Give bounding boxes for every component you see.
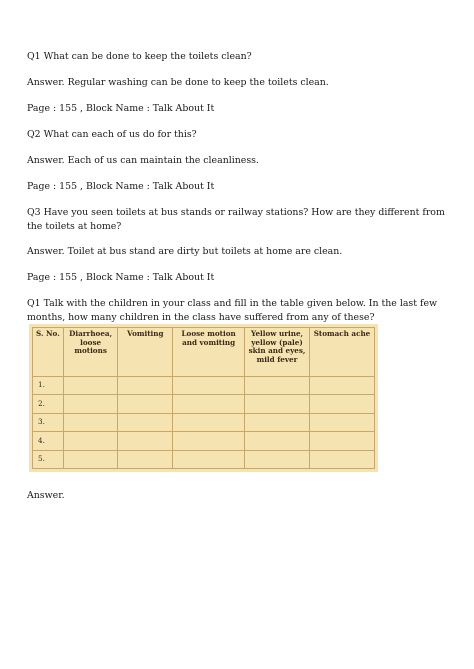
row-number: 5. [33,450,64,468]
table-row [33,413,375,431]
table-cell [118,450,173,468]
table-cell [118,432,173,450]
row-number: 2. [33,395,64,413]
header-vomiting: Vomiting [118,328,173,377]
table-cell [173,413,245,431]
table-cell [63,450,118,468]
table-cell [309,395,374,413]
table-row [33,432,375,450]
table-cell [173,395,245,413]
question-table: Q1 Talk with the children in your class and fill in the table given below. In the last few months, how many children in the class have suffered from any of these? [27,298,438,323]
answer-1: Answer. Regular washing can be done to keep the toilets clean. [27,77,329,88]
header-sno: S. No. [33,328,64,377]
table-cell [173,432,245,450]
table-cell [245,450,310,468]
answer-label: Answer. [27,490,65,501]
table-cell [118,413,173,431]
header-diarrhoea: Diarrhoea, loose motions [63,328,118,377]
table-cell [309,377,374,395]
header-yellow-urine: Yellow urine, yellow (pale) skin and eyes, mild fever [245,328,310,377]
row-number: 4. [33,432,64,450]
question-2: Q2 What can each of us do for this? [27,129,197,140]
table-cell [309,432,374,450]
table-cell [63,395,118,413]
table-header-row [33,328,375,377]
question-1: Q1 What can be done to keep the toilets clean? [27,51,252,62]
table-row [33,377,375,395]
answer-3: Answer. Toilet at bus stand are dirty but toilets at home are clean. [27,246,343,257]
illness-table-image [29,324,378,472]
table-cell [118,377,173,395]
table-cell [309,413,374,431]
answer-2: Answer. Each of us can maintain the cleanliness. [27,155,259,166]
table-cell [118,395,173,413]
row-number: 1. [33,377,64,395]
table-cell [245,413,310,431]
table-cell [173,377,245,395]
table-cell [63,432,118,450]
question-3: Q3 Have you seen toilets at bus stands or railway stations? How are they different from the toilets at home? [27,207,445,232]
page-reference-3: Page : 155 , Block Name : Talk About It [27,272,215,283]
table-row [33,395,375,413]
table-cell [309,450,374,468]
table-cell [173,450,245,468]
row-number: 3. [33,413,64,431]
page-reference-2: Page : 155 , Block Name : Talk About It [27,181,215,192]
table-cell [245,395,310,413]
table-cell [63,377,118,395]
illness-table [32,327,375,469]
header-loose-motion-vomiting: Loose motion and vomiting [173,328,245,377]
header-stomach-ache: Stomach ache [309,328,374,377]
page-reference-1: Page : 155 , Block Name : Talk About It [27,103,215,114]
table-cell [245,377,310,395]
table-row [33,450,375,468]
table-cell [63,413,118,431]
table-cell [245,432,310,450]
